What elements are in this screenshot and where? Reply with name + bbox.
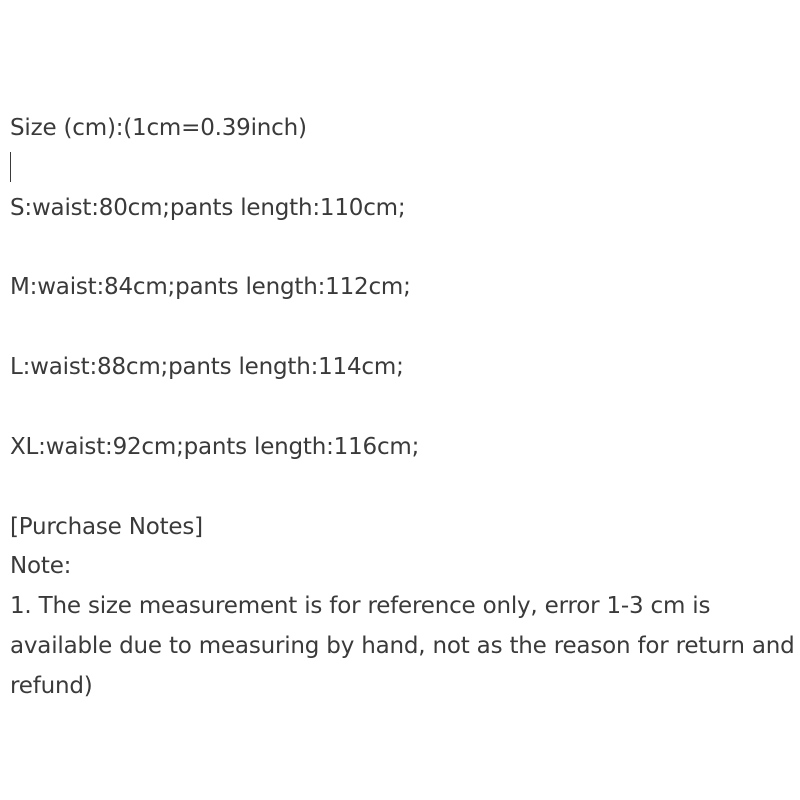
size-row-m: M:waist:84cm;pants length:112cm; (10, 274, 411, 300)
size-header: Size (cm):(1cm=0.39inch) (10, 115, 307, 141)
size-row-s: S:waist:80cm;pants length:110cm; (10, 195, 406, 221)
note-item-1: 1. The size measurement is for reference only, error 1-3 cm is available due to measuring by hand, not as the reason for return and refund) (10, 593, 795, 699)
purchase-notes-heading: [Purchase Notes] (10, 514, 203, 540)
size-row-xl: XL:waist:92cm;pants length:116cm; (10, 434, 420, 460)
size-row-l: L:waist:88cm;pants length:114cm; (10, 354, 404, 380)
note-label: Note: (10, 553, 72, 579)
text-cursor (10, 152, 11, 182)
